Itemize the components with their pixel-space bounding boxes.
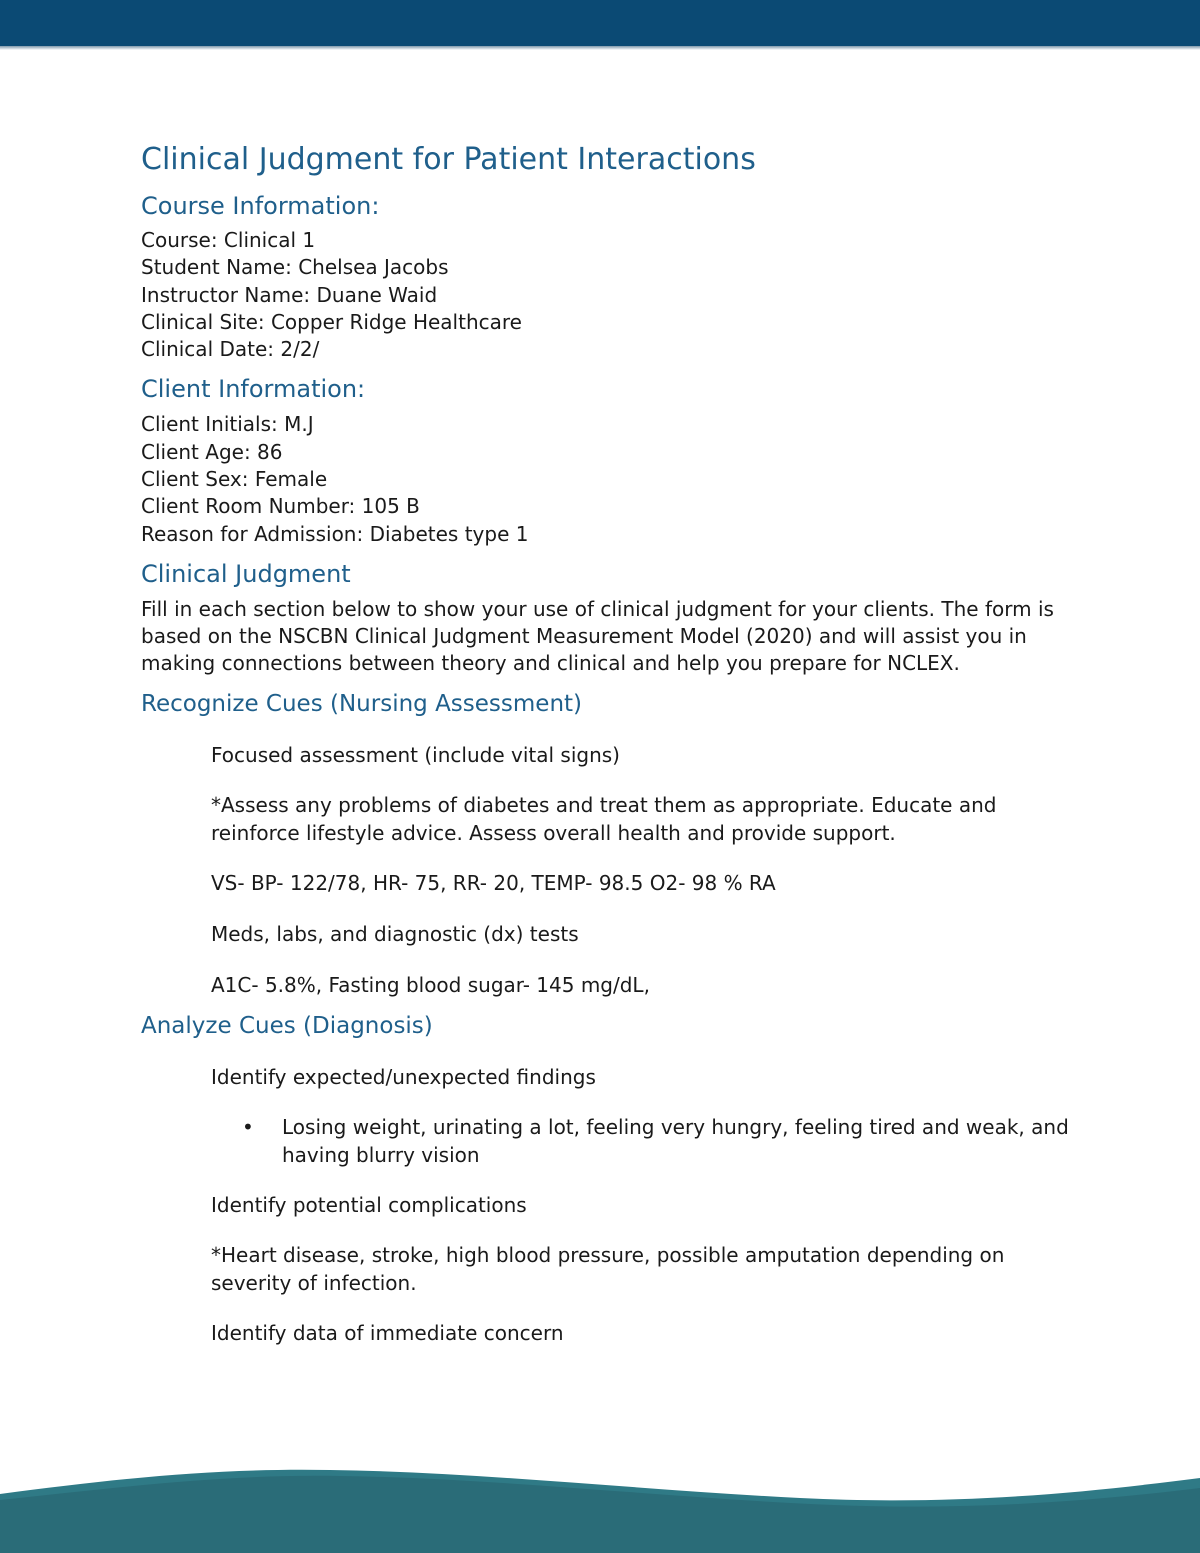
admission-reason-line: Reason for Admission: Diabetes type 1 <box>141 521 529 546</box>
course-line: Course: Clinical 1 <box>141 228 316 252</box>
meds-labs-label: Meds, labs, and diagnostic (dx) tests <box>211 921 579 946</box>
client-sex-line: Client Sex: Female <box>141 467 328 492</box>
clinical-judgment-heading: Clinical Judgment <box>141 559 351 588</box>
findings-label: Identify expected/unexpected findings <box>211 1064 596 1089</box>
clinical-site-line: Clinical Site: Copper Ridge Healthcare <box>141 309 522 334</box>
client-age-line: Client Age: 86 <box>141 439 283 464</box>
complications-text: *Heart disease, stroke, high blood pressure, possible amputation depending on severity of infection. <box>211 1242 1005 1295</box>
analyze-cues-heading: Analyze Cues (Diagnosis) <box>141 1012 433 1039</box>
document-body <box>141 138 1071 1347</box>
list-item <box>141 1113 1071 1169</box>
clinical-judgment-intro: Fill in each section below to show your use of clinical judgment for your clients. The form is based on the NSCBN Clinical Judgment Measurement Model (2020) and will assist you in making connections between theory and clinical and help you prepare for NCLEX. <box>141 596 1054 675</box>
course-info-heading: Course Information: <box>141 192 380 220</box>
bullet-icon: • <box>242 1114 254 1139</box>
recognize-cues-heading: Recognize Cues (Nursing Assessment) <box>141 690 583 717</box>
instructor-name-line: Instructor Name: Duane Waid <box>141 282 438 307</box>
client-room-line: Client Room Number: 105 B <box>141 494 420 519</box>
client-info-heading: Client Information: <box>141 375 366 404</box>
labs-text: A1C- 5.8%, Fasting blood sugar- 145 mg/dL, <box>211 972 650 997</box>
focused-assessment-text: *Assess any problems of diabetes and treat them as appropriate. Educate and reinforce lifestyle advice. Assess overall health and provide support. <box>211 792 997 845</box>
client-info-list <box>141 411 1071 547</box>
student-name-line: Student Name: Chelsea Jacobs <box>141 255 449 280</box>
page-title: Clinical Judgment for Patient Interactions <box>141 142 756 177</box>
course-info-list <box>141 227 1071 363</box>
vital-signs-text: VS- BP- 122/78, HR- 75, RR- 20, TEMP- 98.5 O2- 98 % RA <box>211 870 776 895</box>
immediate-concern-label: Identify data of immediate concern <box>211 1320 564 1345</box>
client-initials-line: Client Initials: M.J <box>141 412 314 437</box>
footer-wave <box>0 1460 1200 1553</box>
focused-assessment-label: Focused assessment (include vital signs) <box>211 742 620 767</box>
clinical-date-line: Clinical Date: 2/2/ <box>141 337 320 362</box>
complications-label: Identify potential complications <box>211 1192 527 1217</box>
header-band <box>0 0 1200 46</box>
header-band-shadow <box>0 46 1200 50</box>
findings-bullet-text: Losing weight, urinating a lot, feeling very hungry, feeling tired and weak, and having blurry vision <box>282 1114 1069 1167</box>
